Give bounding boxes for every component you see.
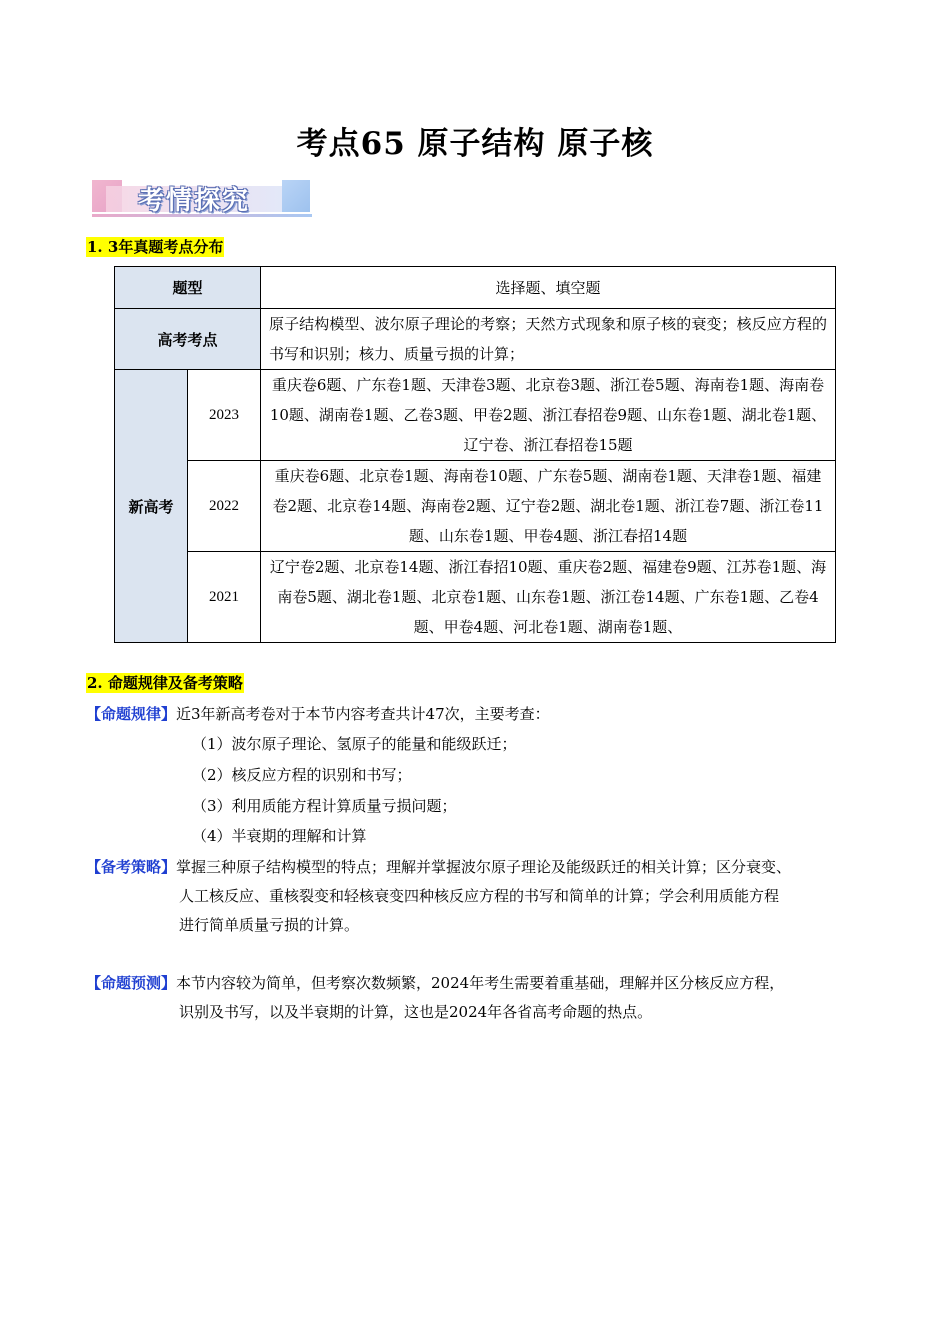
year-items: 重庆卷6题、广东卷1题、天津卷3题、北京卷3题、浙江卷5题、海南卷1题、海南卷10题、湖南卷1题、乙卷3题、甲卷2题、浙江春招卷9题、山东卷1题、湖北卷1题、辽宁卷、浙江春招卷15题	[261, 370, 836, 461]
page-title: 考点65 原子结构 原子核	[296, 126, 654, 162]
strategy-line: 进行简单质量亏损的计算。	[179, 916, 360, 934]
section-banner	[92, 180, 312, 220]
table-row-2023	[115, 370, 836, 461]
type-value: 选择题、填空题	[261, 267, 836, 309]
exam-distribution-table	[114, 266, 836, 643]
section2-heading: 2. 命题规律及备考策略	[87, 674, 243, 692]
section1-heading: 1. 3年真题考点分布	[87, 238, 224, 256]
forecast-line: 识别及书写，以及半衰期的计算，这也是2024年各省高考命题的热点。	[179, 1003, 653, 1021]
year-cell: 2023	[188, 370, 261, 461]
table-row-2022	[115, 461, 836, 552]
table-row-2021	[115, 552, 836, 643]
forecast-line: 本节内容较为简单，但考察次数频繁，2024年考生需要着重基础，理解并区分核反应方程，	[176, 974, 785, 992]
table-row-points	[115, 309, 836, 370]
type-label: 题型	[115, 267, 261, 309]
rule-item: （1）波尔原子理论、氢原子的能量和能级跃迁；	[192, 735, 517, 753]
banner-blue-block	[282, 180, 310, 212]
rule-intro: 近3年新高考卷对于本节内容考查共计47次，主要考查：	[176, 705, 550, 723]
year-cell: 2022	[188, 461, 261, 552]
banner-label: 考情探究	[138, 186, 251, 216]
forecast-paragraph	[86, 968, 876, 998]
points-label: 高考考点	[115, 309, 261, 370]
strategy-line: 人工核反应、重核裂变和轻核衰变四种核反应方程的书写和简单的计算；学会利用质能方程	[179, 887, 780, 905]
forecast-tag: 【命题预测】	[86, 974, 177, 992]
rule-paragraph	[86, 699, 876, 729]
table-row-type	[115, 267, 836, 309]
rule-item: （4）半衰期的理解和计算	[192, 827, 367, 845]
year-cell: 2021	[188, 552, 261, 643]
strategy-line: 掌握三种原子结构模型的特点；理解并掌握波尔原子理论及能级跃迁的相关计算；区分衰变、	[176, 858, 792, 876]
strategy-tag: 【备考策略】	[86, 858, 177, 876]
rule-item: （3）利用质能方程计算质量亏损问题；	[192, 797, 457, 815]
rule-item: （2）核反应方程的识别和书写；	[192, 766, 412, 784]
year-items: 重庆卷6题、北京卷1题、海南卷10题、广东卷5题、湖南卷1题、天津卷1题、福建卷2题、北京卷14题、海南卷2题、辽宁卷2题、湖北卷1题、浙江卷7题、浙江卷11题、山东卷1题、甲卷4题、浙江春招14题	[261, 461, 836, 552]
group-label: 新高考	[115, 370, 188, 643]
year-items: 辽宁卷2题、北京卷14题、浙江春招10题、重庆卷2题、福建卷9题、江苏卷1题、海南卷5题、湖北卷1题、北京卷1题、山东卷1题、浙江卷14题、广东卷1题、乙卷4题、甲卷4题、河北卷1题、湖南卷1题、	[261, 552, 836, 643]
strategy-paragraph	[86, 852, 876, 882]
points-value: 原子结构模型、波尔原子理论的考察；天然方式现象和原子核的衰变；核反应方程的书写和识别；核力、质量亏损的计算；	[261, 309, 836, 370]
rule-tag: 【命题规律】	[86, 705, 177, 723]
